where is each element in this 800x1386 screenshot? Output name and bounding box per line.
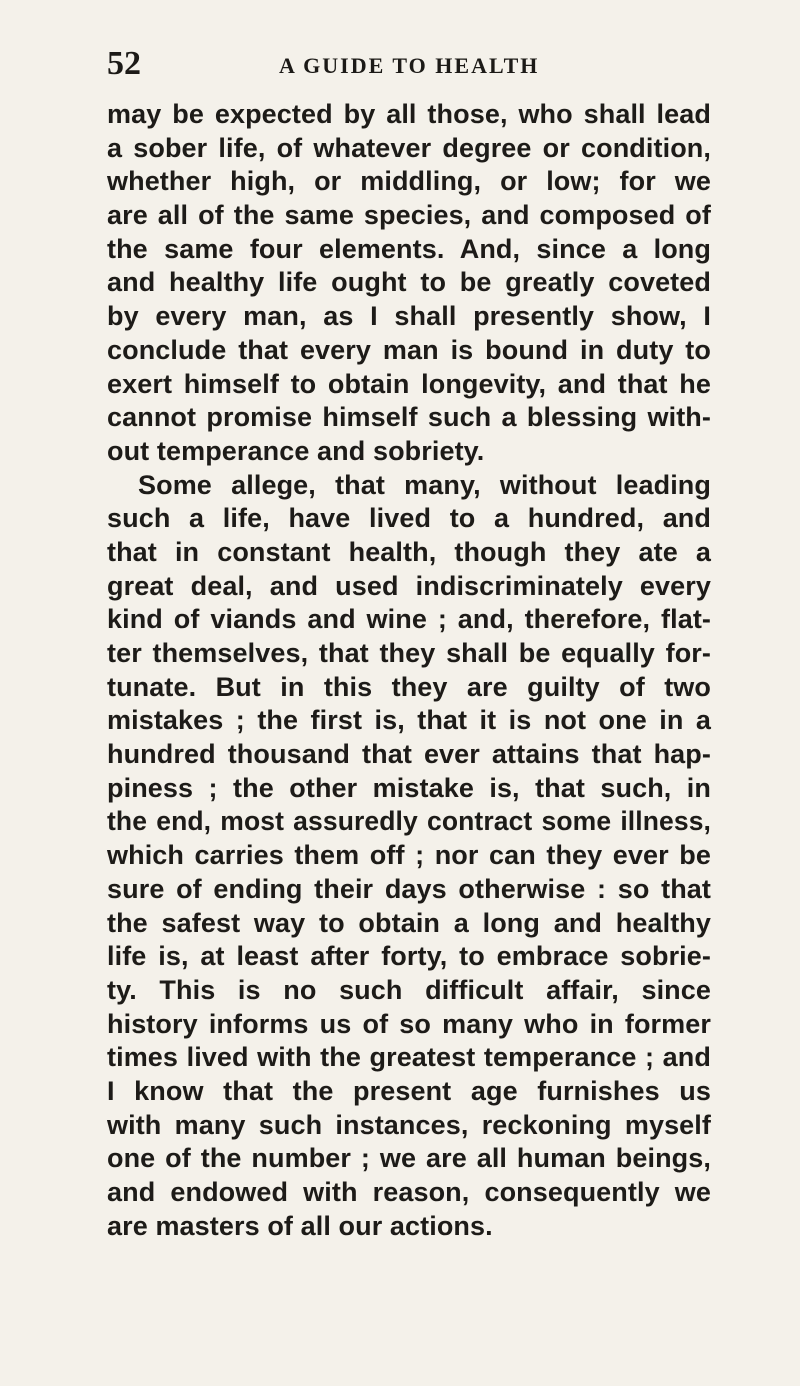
text-line: such a life, have lived to a hundred, and <box>107 503 711 534</box>
text-line: are all of the same species, and composed of <box>107 200 711 231</box>
text-line: times lived with the greatest temperance ; and <box>107 1042 711 1073</box>
running-head <box>107 44 707 84</box>
text-line: great deal, and used indiscriminately every <box>107 570 711 601</box>
text-line: and healthy life ought to be greatly coveted <box>107 267 711 298</box>
paragraph-2 <box>107 469 711 1244</box>
paragraph-1 <box>107 98 711 469</box>
text-line: sure of ending their days otherwise : so that <box>107 873 711 904</box>
text-line: are masters of all our actions. <box>107 1210 493 1241</box>
text-line: one of the number ; we are all human beings, <box>107 1143 711 1174</box>
text-line: ter themselves, that they shall be equally for- <box>107 638 711 668</box>
text-line: life is, at least after forty, to embrace sobrie- <box>107 941 711 972</box>
text-line: conclude that every man is bound in duty to <box>107 334 711 365</box>
text-line: mistakes ; the first is, that it is not one in a <box>107 705 711 736</box>
text-line: the safest way to obtain a long and healthy <box>107 907 711 938</box>
body-text <box>107 98 711 1243</box>
text-line: piness ; the other mistake is, that such, in <box>107 772 711 803</box>
text-line: tunate. But in this they are guilty of two <box>107 671 711 702</box>
text-line: with many such instances, reckoning myself <box>107 1109 711 1140</box>
page-number: 52 <box>107 45 141 82</box>
text-line: by every man, as I shall presently show, I <box>107 301 711 332</box>
text-line: history informs us of so many who in former <box>107 1008 711 1039</box>
text-line: that in constant health, though they ate a <box>107 536 711 567</box>
text-line: out temperance and sobriety. <box>107 435 485 466</box>
text-line: hundred thousand that ever attains that hap- <box>107 739 711 770</box>
running-title: A GUIDE TO HEALTH <box>279 53 540 78</box>
text-line: may be expected by all those, who shall lead <box>107 99 711 129</box>
text-line: which carries them off ; nor can they ever be <box>107 840 711 871</box>
text-line: whether high, or middling, or low; for we <box>107 166 711 197</box>
text-line: ty. This is no such difficult affair, since <box>107 974 711 1005</box>
text-line: a sober life, of whatever degree or condition, <box>107 132 711 163</box>
text-line: exert himself to obtain longevity, and that he <box>107 368 711 399</box>
text-line: kind of viands and wine ; and, therefore, flat- <box>107 604 711 635</box>
text-line: cannot promise himself such a blessing with- <box>107 402 711 433</box>
text-line: the same four elements. And, since a long <box>107 233 711 264</box>
text-line: and endowed with reason, consequently we <box>107 1177 711 1207</box>
text-line: Some allege, that many, without leading <box>138 469 711 500</box>
text-line: the end, most assuredly contract some illness, <box>107 806 711 837</box>
text-line: I know that the present age furnishes us <box>107 1075 711 1106</box>
